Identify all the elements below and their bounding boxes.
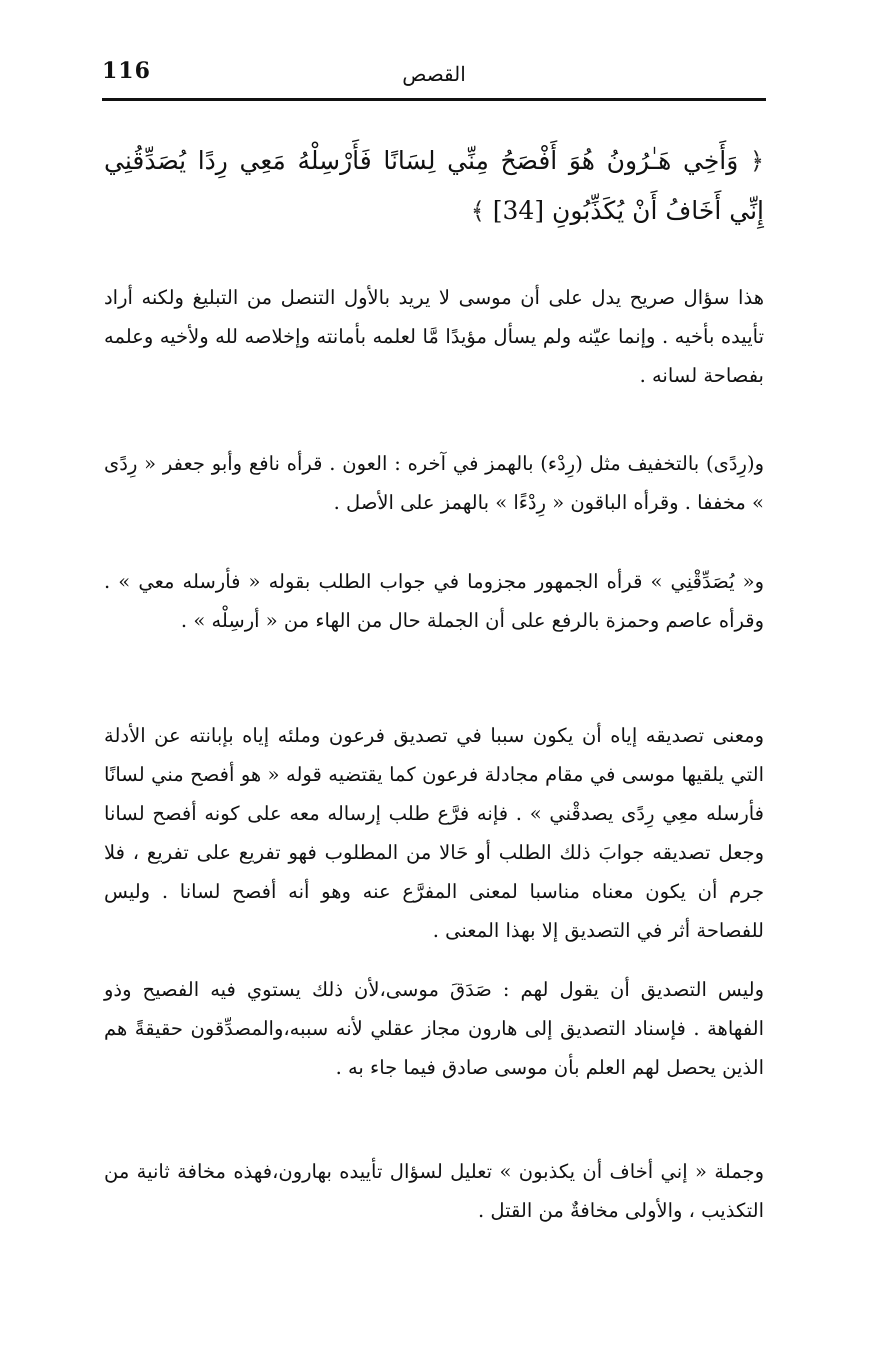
commentary-paragraph: ومعنى تصديقه إياه أن يكون سببا في تصديق فرعون وملئه إياه بإبانته عن الأدلة التي يلقيها موسى في مقام مجادلة فرعون كما يقتضيه قوله « هو أفصح مني لسانًا فأرسله معِي رِدًى يصدقْني » . فإنه فرَّع طلب إرساله معه على كونه أفصح لسانا وجعل تصديقه جوابَ ذلك الطلب أو حَالا من المطلوب فهو تفريع على تفريع ، فلا جرم أن يكون معناه مناسبا لمعنى المفرَّع عنه وهو أنه أفصح لسانا . وليس للفصاحة أثر في التصديق إلا بهذا المعنى .: [104, 724, 764, 942]
verse-close-ornament: ﴾: [470, 197, 485, 225]
verse-number: [34]: [492, 196, 545, 225]
commentary-paragraph: وليس التصديق أن يقول لهم : صَدَقَ موسى،لأن ذلك يستوي فيه الفصيح وذو الفهاهة . فإسناد التصديق إلى هارون مجاز عقلي لأنه سببه،والمصدِّقون حقيقةً هم الذين يحصل لهم العلم بأن موسى صادق فيما جاء به .: [104, 978, 764, 1079]
header-rule: [102, 98, 766, 101]
verse-open-ornament: ﴿: [749, 147, 764, 175]
commentary-paragraph: هذا سؤال صريح يدل على أن موسى لا يريد بالأول التنصل من التبليغ ولكنه أراد تأييده بأخيه . وإنما عيّنه ولم يسأل مؤيدًا مَّا لعلمه بأمانته وإخلاصه لله ولأخيه وعلمه بفصاحة لسانه .: [104, 286, 764, 387]
verse-text: وَأَخِي هَـٰرُونُ هُوَ أَفْصَحُ مِنِّي لِسَانًا فَأَرْسِلْهُ مَعِي رِدًا يُصَدِّقُنِي إِنِّي أَخَافُ أَنْ يُكَذِّبُونِ: [104, 146, 764, 225]
commentary-paragraph: و« يُصَدِّقْنِي » قرأه الجمهور مجزوما في جواب الطلب بقوله « فأرسله معي » . وقرأه عاصم وحمزة بالرفع على أن الجملة حال من الهاء من « أرسِلْه » .: [104, 570, 764, 632]
quran-verse: [104, 136, 764, 236]
commentary-paragraph: و(رِدًى) بالتخفيف مثل (رِدْء) بالهمز في آخره : العون . قرأه نافع وأبو جعفر « رِدًى » مخففا . وقرأه الباقون « رِدْءًا » بالهمز على الأصل .: [104, 452, 764, 514]
page-header: [102, 58, 766, 98]
page-number: 116: [102, 58, 151, 84]
commentary-paragraph: وجملة « إني أخاف أن يكذبون » تعليل لسؤال تأييده بهارون،فهذه مخافة ثانية من التكذيب ، والأولى مخافةٌ من القتل .: [104, 1160, 764, 1222]
running-title: القصص: [402, 62, 466, 86]
